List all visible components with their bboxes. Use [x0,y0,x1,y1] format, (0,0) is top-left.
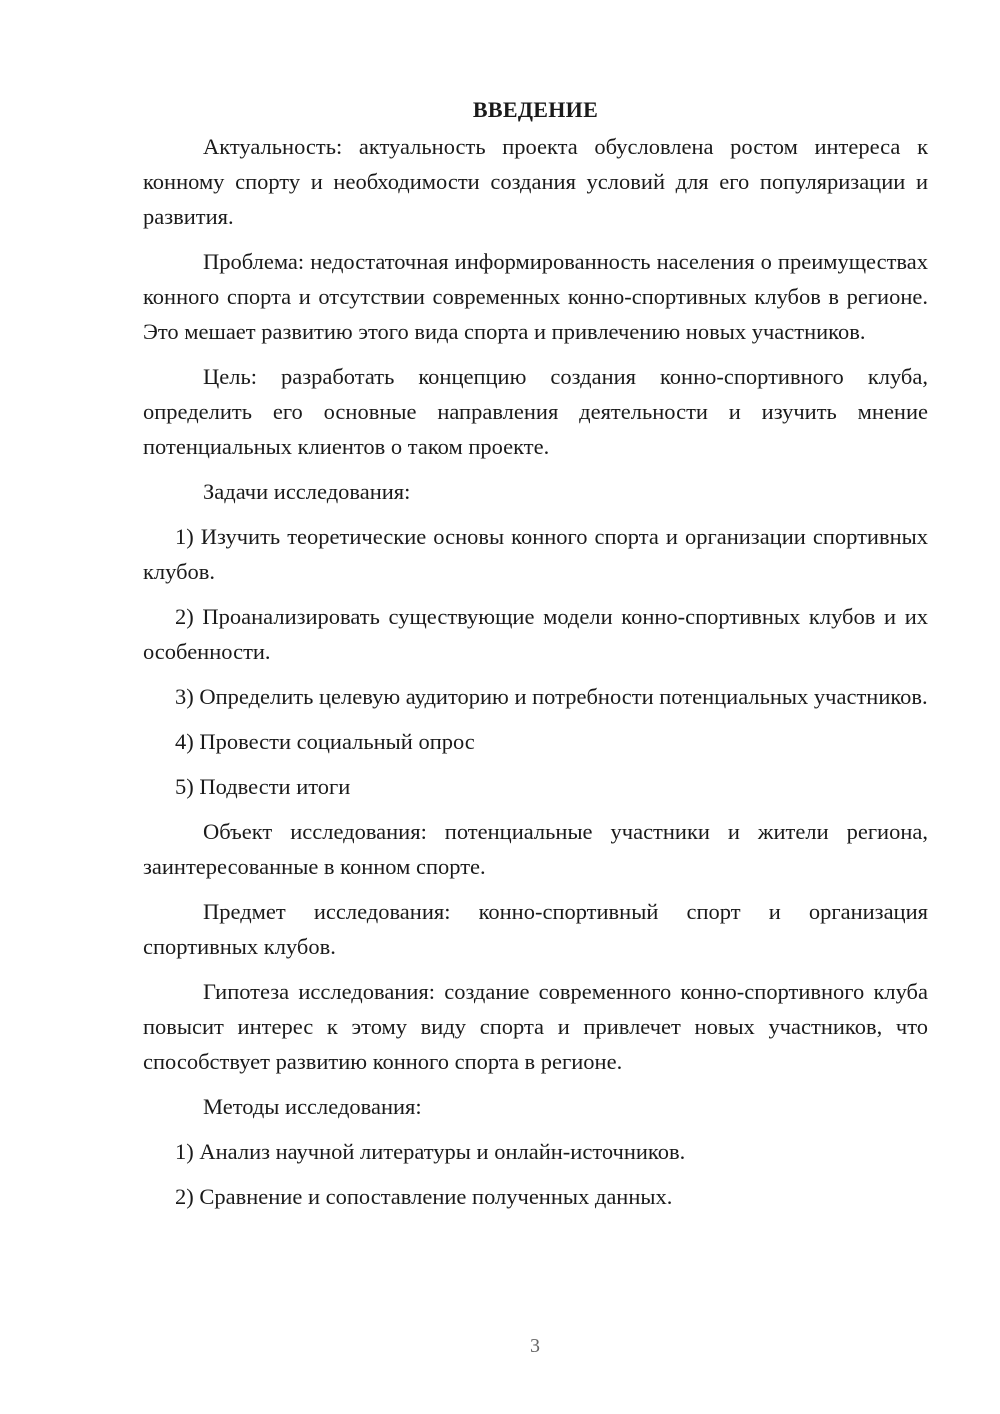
paragraph-problem: Проблема: недостаточная информированность населения о преимуществах конного спорта и отсутствии современных конно-спортивных клубов в регионе. Это мешает развитию этого вида спорта и привлечению новых участников. [143,249,928,344]
method-item-1: 1) Анализ научной литературы и онлайн-источников. [175,1139,686,1164]
section-title: ВВЕДЕНИЕ [472,97,599,122]
page-content [143,92,928,1224]
paragraph-subject: Предмет исследования: конно-спортивный спорт и организация спортивных клубов. [143,899,928,959]
paragraph-hypothesis: Гипотеза исследования: создание современного конно-спортивного клуба повысит интерес к этому виду спорта и привлечет новых участников, что способствует развитию конного спорта в регионе. [143,979,928,1074]
task-item-2: 2) Проанализировать существующие модели конно-спортивных клубов и их особенности. [143,604,928,664]
task-item-5: 5) Подвести итоги [175,774,351,799]
task-item-1: 1) Изучить теоретические основы конного спорта и организации спортивных клубов. [143,524,928,584]
task-item-3: 3) Определить целевую аудиторию и потребности потенциальных участников. [175,684,928,709]
paragraph-goal: Цель: разработать концепцию создания конно-спортивного клуба, определить его основные направления деятельности и изучить мнение потенциальных клиентов о таком проекте. [143,364,928,459]
method-item-2: 2) Сравнение и сопоставление полученных данных. [175,1184,673,1209]
methods-heading: Методы исследования: [203,1094,422,1119]
paragraph-relevance: Актуальность: актуальность проекта обусловлена ростом интереса к конному спорту и необходимости создания условий для его популяризации и развития. [143,134,928,229]
tasks-heading: Задачи исследования: [203,479,411,504]
page-number: 3 [530,1335,540,1357]
paragraph-object: Объект исследования: потенциальные участники и жители региона, заинтересованные в конном спорте. [143,819,928,879]
task-item-4: 4) Провести социальный опрос [175,729,475,754]
